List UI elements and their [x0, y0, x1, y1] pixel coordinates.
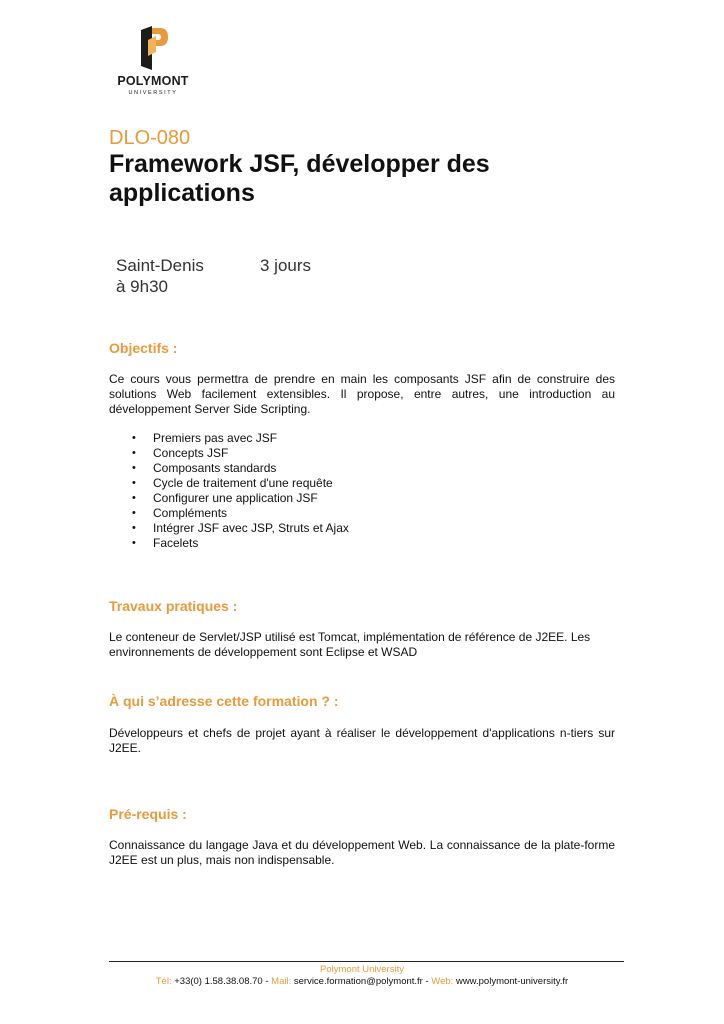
course-duration: 3 jours: [260, 256, 312, 275]
polymont-p-logo-icon: [138, 26, 168, 70]
location-time: à 9h30: [116, 277, 168, 296]
mail-link[interactable]: service.formation@polymont.fr: [293, 976, 423, 987]
travaux-heading: Travaux pratiques :: [109, 598, 238, 614]
list-item: • Premiers pas avec JSF: [109, 431, 349, 446]
brand-name: POLYMONT: [117, 74, 189, 88]
footer: [0, 964, 724, 988]
logo: [108, 26, 198, 102]
footer-divider: [109, 961, 624, 962]
list-item: • Configurer une application JSF: [109, 491, 349, 506]
public-heading: À qui s’adresse cette formation ? :: [109, 693, 339, 709]
separator: -: [262, 976, 272, 987]
list-item: • Cycle de traitement d'une requête: [109, 476, 349, 491]
list-item: • Composants standards: [109, 461, 349, 476]
separator: -: [422, 976, 432, 987]
course-code: DLO-080: [109, 127, 191, 149]
public-text: Développeurs et chefs de projet ayant à réaliser le développement d'applications n-tiers sur J2EE.: [109, 726, 615, 755]
objectifs-text: Ce cours vous permettra de prendre en main les composants JSF afin de construire des solutions Web facilement extensibles. Il propose, entre autres, une introduction au développement Server Side Scripting.: [109, 372, 615, 416]
course-title: Framework JSF, développer des applications: [109, 150, 490, 207]
list-item: • Facelets: [109, 536, 349, 551]
footer-org: Polymont University: [320, 964, 404, 975]
tel-label: Tél:: [155, 976, 172, 987]
list-item: • Compléments: [109, 506, 349, 521]
list-item: • Concepts JSF: [109, 446, 349, 461]
brand-subtitle: UNIVERSITY: [128, 90, 178, 96]
objectifs-heading: Objectifs :: [109, 340, 178, 356]
tel-value: +33(0) 1.58.38.08.70: [174, 976, 263, 987]
objectifs-list: [109, 431, 349, 551]
list-item: • Intégrer JSF avec JSP, Struts et Ajax: [109, 521, 349, 536]
web-link[interactable]: www.polymont-university.fr: [455, 976, 569, 987]
mail-label: Mail:: [271, 976, 292, 987]
web-label: Web:: [431, 976, 454, 987]
prerequis-heading: Pré-requis :: [109, 806, 187, 822]
footer-contact: [0, 976, 724, 988]
prerequis-text: Connaissance du langage Java et du développement Web. La connaissance de la plate-forme J2EE est un plus, mais non indispensable.: [109, 838, 615, 867]
location-city: Saint-Denis: [116, 256, 204, 275]
course-location: [116, 255, 204, 297]
travaux-text: Le conteneur de Servlet/JSP utilisé est Tomcat, implémentation de référence de J2EE. Les environnements de développement sont Eclipse et WSAD: [109, 630, 591, 659]
